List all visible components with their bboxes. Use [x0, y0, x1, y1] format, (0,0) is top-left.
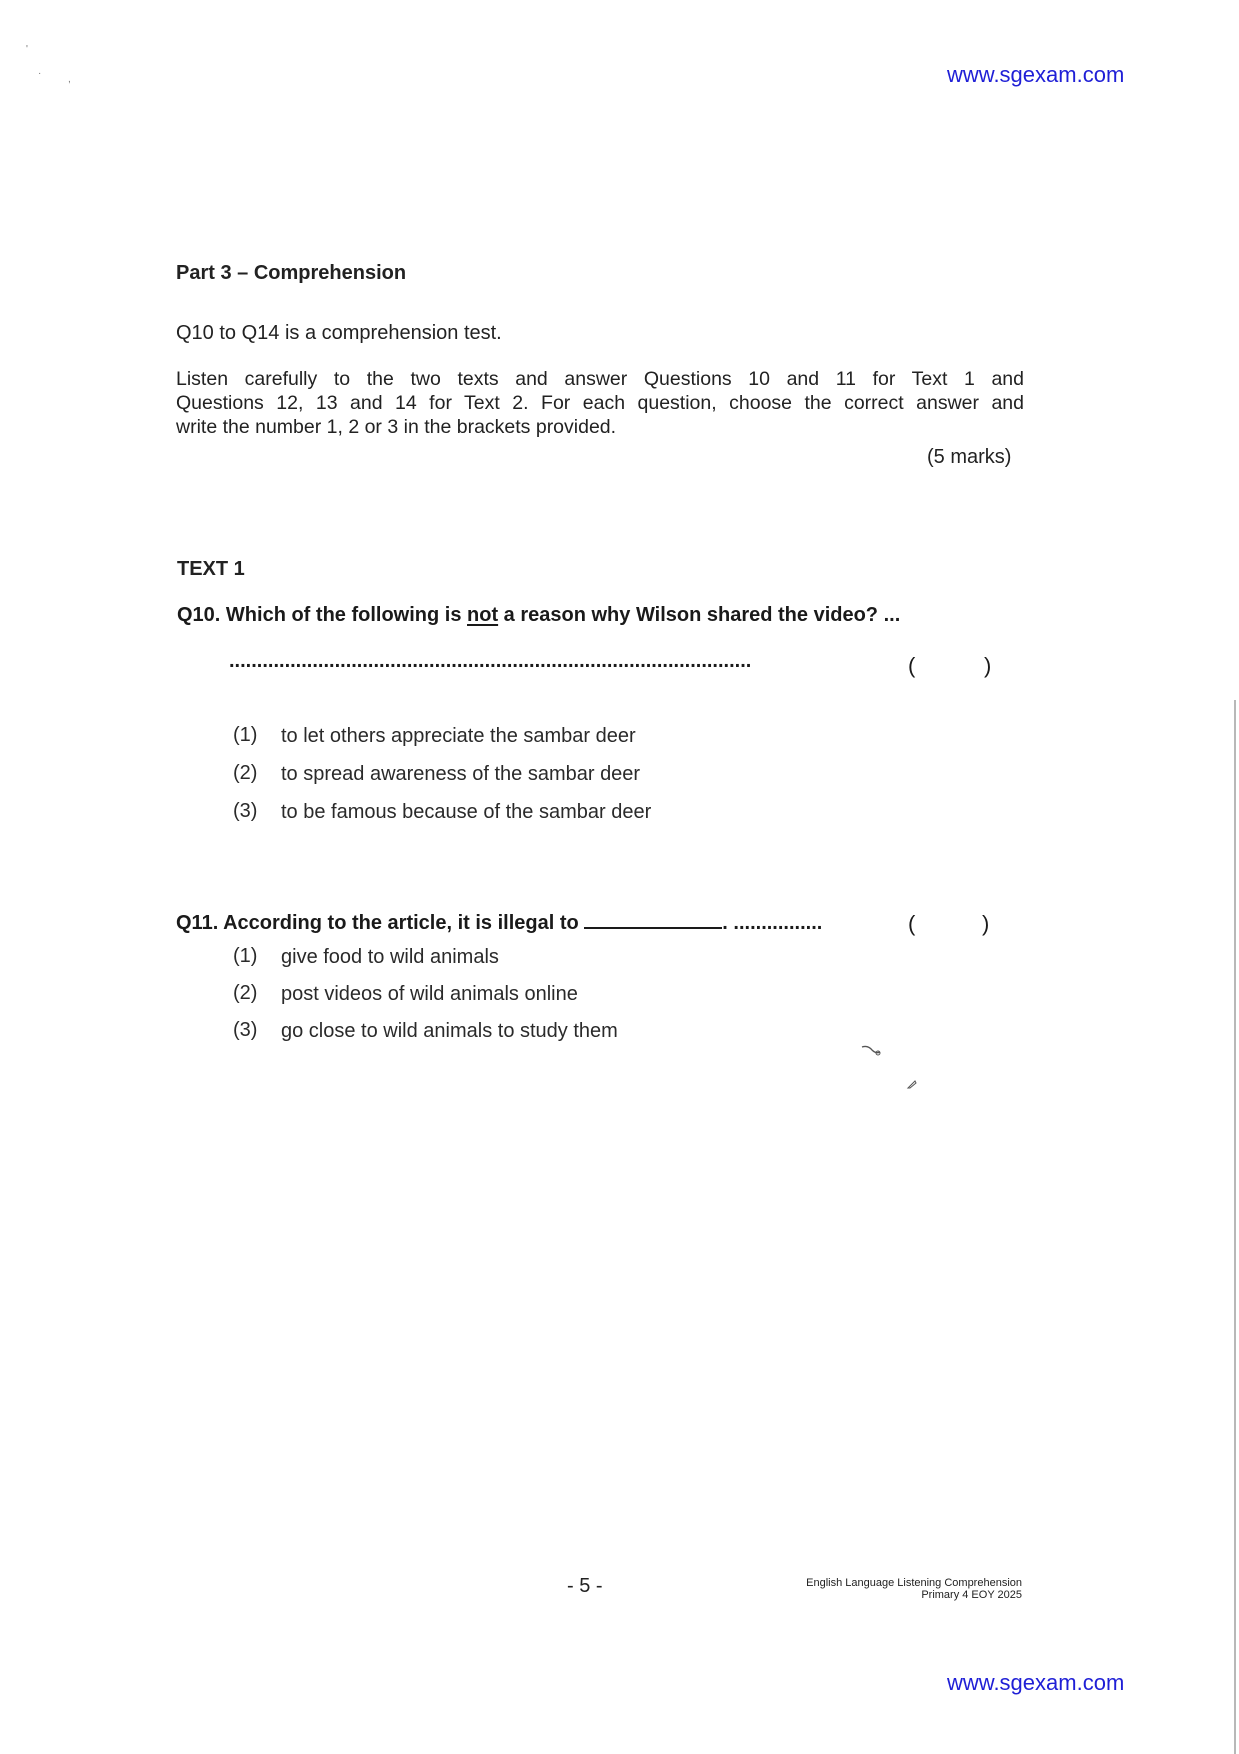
q11-option-1-number: (1)	[233, 945, 258, 967]
q11-option-3-number: (3)	[233, 1019, 258, 1041]
scan-speck: ·	[38, 68, 42, 79]
q10-question	[177, 604, 900, 627]
q10-text-after: a reason why Wilson shared the video?	[503, 604, 879, 626]
q11-blank-line[interactable]	[584, 907, 722, 929]
section-instructions	[176, 367, 1024, 439]
q10-answer-dots: ..............................................................................................	[229, 650, 752, 672]
q11-answer-slot[interactable]	[925, 908, 980, 938]
text1-heading: TEXT 1	[177, 558, 245, 580]
q10-text-before: Which of the following is	[225, 604, 462, 626]
q11-option-2-number: (2)	[233, 982, 258, 1004]
q11-bracket-open: (	[908, 911, 916, 936]
q11-answer-dots: ................	[733, 912, 823, 934]
q10-option-2-text: to spread awareness of the sambar deer	[281, 763, 641, 785]
q10-option-3-number: (3)	[233, 800, 258, 822]
section-intro: Q10 to Q14 is a comprehension test.	[176, 322, 502, 344]
q10-bracket-open: (	[908, 653, 916, 678]
q11-number: Q11.	[176, 912, 219, 934]
scan-speck: '	[26, 44, 28, 55]
footer-paper-info	[740, 1577, 1022, 1601]
q11-after-blank: .	[722, 912, 728, 934]
page-number: - 5 -	[567, 1575, 603, 1597]
pencil-mark	[906, 1078, 918, 1090]
q10-trailing-dots: ...	[883, 604, 901, 626]
q11-option-2-text: post videos of wild animals online	[281, 983, 578, 1005]
q11-text: According to the article, it is illegal to	[223, 912, 579, 934]
section-title: Part 3 – Comprehension	[176, 262, 407, 284]
q10-underlined-word: not	[467, 604, 499, 626]
q10-option-1-number: (1)	[233, 724, 258, 746]
instructions-line: write the number 1, 2 or 3 in the brackets provided.	[176, 416, 617, 438]
instructions-line: Listen carefully to the two texts and answer Questions 10 and 11 for Text 1 and	[176, 368, 1024, 390]
q11-question	[176, 907, 822, 935]
footer-website-link[interactable]: www.sgexam.com	[947, 1670, 1125, 1695]
q10-option-3-text: to be famous because of the sambar deer	[281, 801, 652, 823]
section-marks: (5 marks)	[927, 446, 1012, 468]
header-website-link[interactable]: www.sgexam.com	[947, 62, 1125, 87]
scan-speck: ,	[68, 74, 71, 85]
q10-number: Q10.	[177, 604, 221, 626]
scan-page-edge	[1234, 700, 1236, 1754]
q10-option-2-number: (2)	[233, 762, 258, 784]
q11-bracket-close: )	[982, 911, 990, 936]
footer-paper-level: Primary 4 EOY 2025	[921, 1589, 1022, 1601]
q10-option-1-text: to let others appreciate the sambar deer	[281, 725, 636, 747]
q11-option-3-text: go close to wild animals to study them	[281, 1020, 618, 1042]
q10-bracket-close: )	[984, 653, 992, 678]
q11-option-1-text: give food to wild animals	[281, 946, 499, 968]
pencil-mark	[860, 1044, 884, 1058]
footer-paper-title: English Language Listening Comprehension	[806, 1577, 1022, 1589]
instructions-line: Questions 12, 13 and 14 for Text 2. For each question, choose the correct answer and	[176, 392, 1024, 414]
q10-answer-slot[interactable]	[925, 650, 980, 680]
